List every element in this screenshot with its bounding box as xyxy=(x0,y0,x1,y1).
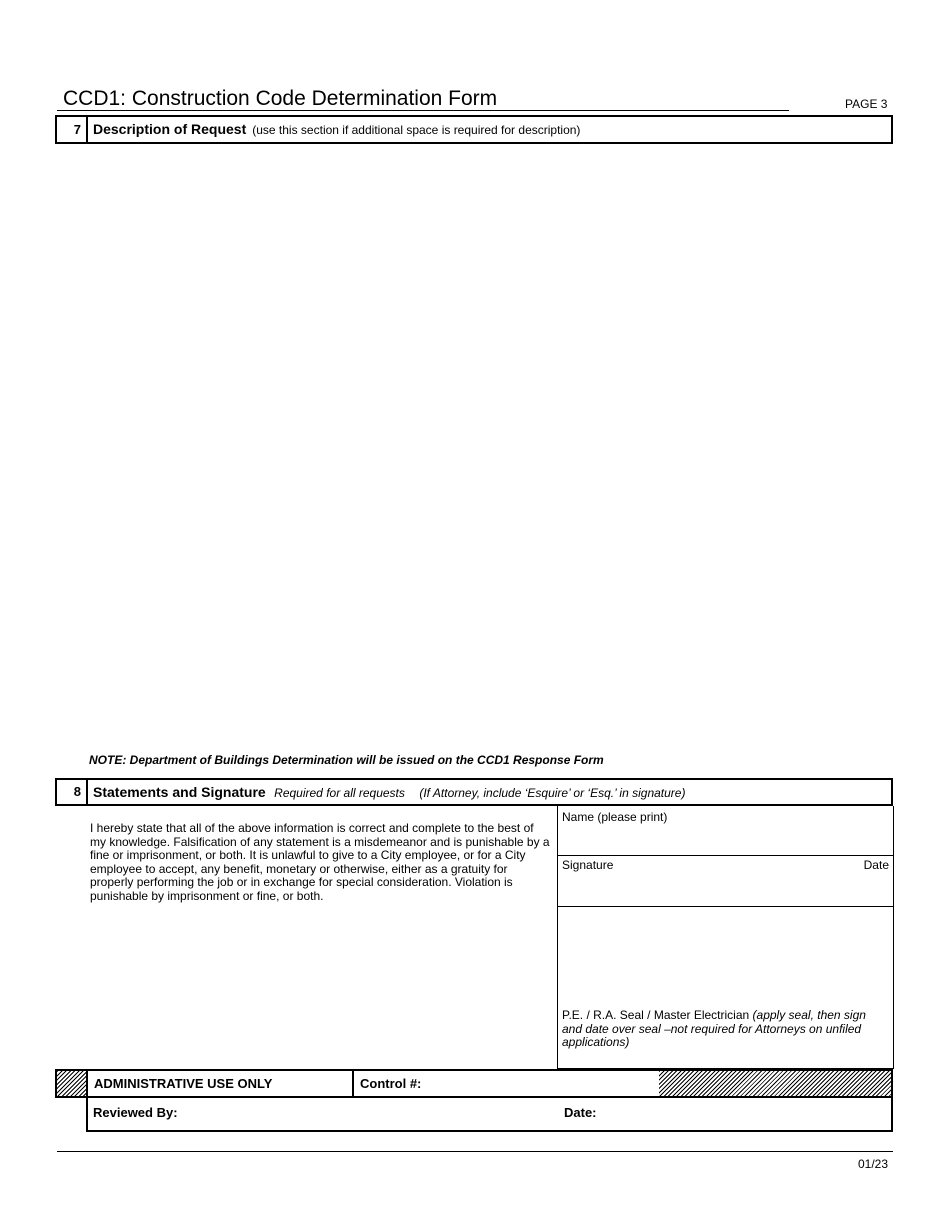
reviewed-by-field[interactable] xyxy=(188,1098,548,1128)
form-version: 01/23 xyxy=(858,1157,889,1171)
section-8-title: Statements and Signature xyxy=(93,784,266,800)
section-7-title-group xyxy=(93,117,580,143)
control-label: Control #: xyxy=(360,1076,422,1091)
signature-field[interactable] xyxy=(558,856,893,905)
section-7-title: Description of Request xyxy=(93,121,247,137)
name-field[interactable] xyxy=(558,806,893,855)
reviewed-by-label: Reviewed By: xyxy=(93,1105,178,1120)
review-row xyxy=(86,1098,893,1132)
admin-hatch-right xyxy=(659,1071,891,1096)
statement-text: I hereby state that all of the above information is correct and complete to the best of my knowledge. Falsification of any statement is a misdemeanor and is punishable by a fine or imprisonment, or both. It is unlawful to give to a City employee, or for a City employee to accept, any benefit, monetary or otherwise, either as a gratuity for properly performing the job or in exchange for special consideration. Violation is punishable by imprisonment or fine, or both. xyxy=(90,821,550,903)
section-8-title-group xyxy=(93,780,685,805)
review-date-field[interactable] xyxy=(608,1098,888,1128)
section-7-header xyxy=(55,115,893,144)
title-underline xyxy=(57,110,789,111)
seal-area[interactable] xyxy=(562,1009,888,1050)
footer-rule xyxy=(57,1151,893,1152)
seal-note: (apply seal, then sign and date over seal –not required for Attorneys on unfiled applications) xyxy=(562,1008,866,1050)
signature-label: Signature xyxy=(562,858,614,872)
description-field[interactable] xyxy=(57,146,891,746)
seal-label: P.E. / R.A. Seal / Master Electrician xyxy=(562,1008,750,1022)
form-title: CCD1: Construction Code Determination Form xyxy=(63,87,498,110)
admin-hatch-left xyxy=(57,1071,88,1096)
admin-row xyxy=(55,1069,893,1098)
control-field[interactable] xyxy=(437,1071,659,1096)
attorney-text: (If Attorney, include ‘Esquire’ or ‘Esq.’ in signature) xyxy=(419,786,686,800)
determination-note: NOTE: Department of Buildings Determination will be issued on the CCD1 Response Form xyxy=(89,753,604,767)
section-7-subtitle: (use this section if additional space is required for description) xyxy=(252,123,581,137)
admin-title: ADMINISTRATIVE USE ONLY xyxy=(88,1071,354,1096)
signature-date-label: Date xyxy=(863,858,889,872)
name-label: Name (please print) xyxy=(562,810,668,824)
section-7-number: 7 xyxy=(57,117,88,142)
section-8-number: 8 xyxy=(57,780,88,804)
section-8-header xyxy=(55,778,893,806)
review-date-label: Date: xyxy=(564,1105,597,1120)
signature-divider xyxy=(558,906,893,907)
required-text: Required for all requests xyxy=(274,786,405,800)
signature-box xyxy=(557,806,894,1069)
page-label: PAGE 3 xyxy=(845,97,888,111)
